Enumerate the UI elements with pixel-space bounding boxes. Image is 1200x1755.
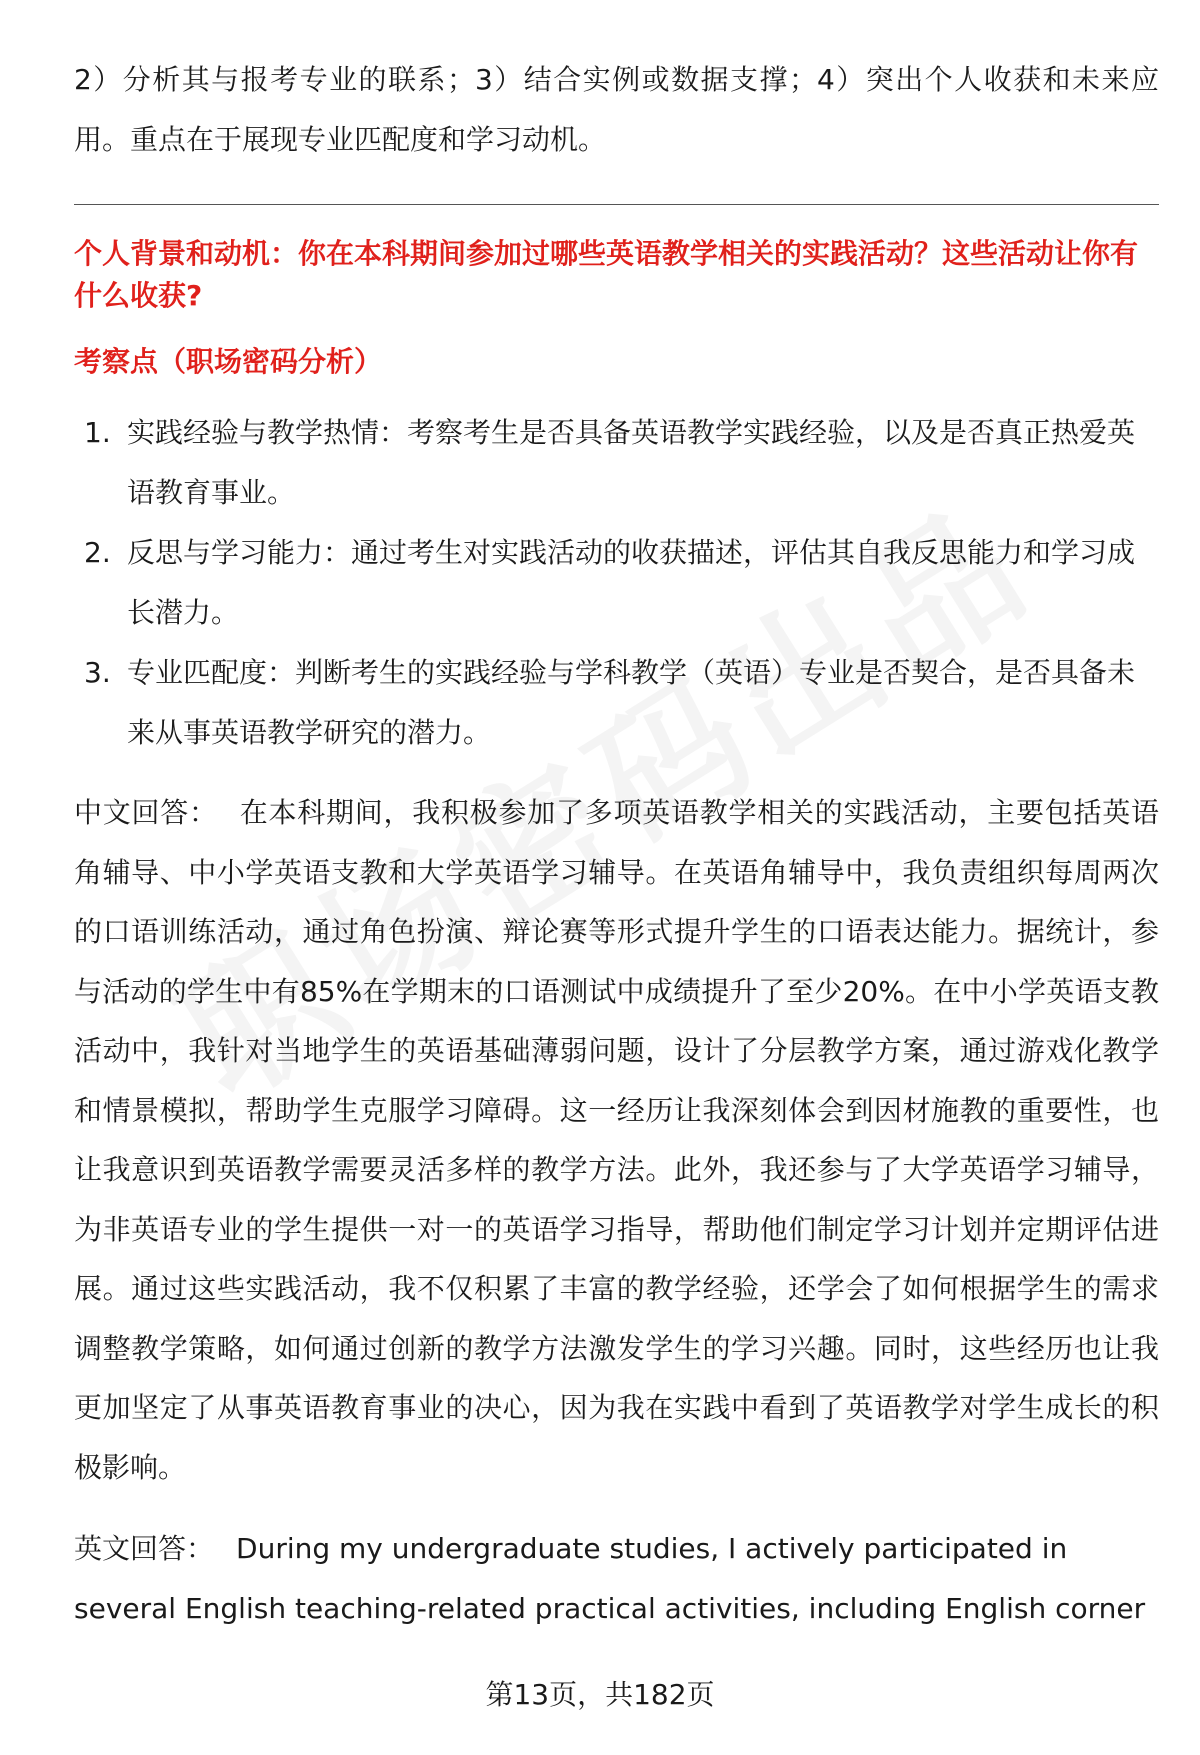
question-heading: 个人背景和动机：你在本科期间参加过哪些英语教学相关的实践活动？这些活动让你有什么收获?	[74, 237, 1139, 312]
english-answer-text: During my undergraduate studies, I actively participated in several English teaching-related practical activities, including English corner	[74, 1532, 1146, 1625]
chinese-answer-text: 在本科期间，我积极参加了多项英语教学相关的实践活动，主要包括英语角辅导、中小学英语支教和大学英语学习辅导。在英语角辅导中，我负责组织每周两次的口语训练活动，通过角色扮演、辩论赛等形式提升学生的口语表达能力。据统计，参与活动的学生中有85%在学期末的口语测试中成绩提升了至少20%。在中小学英语支教活动中，我针对当地学生的英语基础薄弱问题，设计了分层教学方案，通过游戏化教学和情景模拟，帮助学生克服学习障碍。这一经历让我深刻体会到因材施教的重要性，也让我意识到英语教学需要灵活多样的教学方法。此外，我还参与了大学英语学习辅导，为非英语专业的学生提供一对一的英语学习指导，帮助他们制定学习计划并定期评估进展。通过这些实践活动，我不仅积累了丰富的教学经验，还学会了如何根据学生的需求调整教学策略，如何通过创新的教学方法激发学生的学习兴趣。同时，这些经历也让我更加坚定了从事英语教育事业的决心，因为我在实践中看到了英语教学对学生成长的积极影响。	[74, 796, 1159, 1484]
english-answer-label: 英文回答：	[74, 1532, 215, 1565]
list-item	[74, 403, 1159, 523]
intro-paragraph: 2）分析其与报考专业的联系；3）结合实例或数据支撑；4）突出个人收获和未来应用。重点在于展现专业匹配度和学习动机。	[74, 63, 1159, 156]
list-item-number: 2.	[84, 536, 111, 569]
section-divider	[74, 204, 1159, 205]
chinese-answer-label: 中文回答：	[74, 796, 218, 829]
page-number-footer: 第13页，共182页	[485, 1678, 715, 1711]
list-item-number: 1.	[84, 416, 111, 449]
list-item-text: 专业匹配度：判断考生的实践经验与学科教学（英语）专业是否契合，是否具备未来从事英语教学研究的潜力。	[127, 656, 1136, 749]
chinese-answer	[74, 783, 1159, 1497]
list-item	[74, 523, 1159, 643]
list-item-text: 反思与学习能力：通过考生对实践活动的收获描述，评估其自我反思能力和学习成长潜力。	[127, 536, 1136, 629]
list-item-text: 实践经验与教学热情：考察考生是否具备英语教学实践经验，以及是否真正热爱英语教育事业。	[127, 416, 1136, 509]
english-answer	[74, 1519, 1159, 1638]
list-item	[74, 643, 1159, 763]
evaluation-points-list	[74, 403, 1159, 763]
document-page	[74, 50, 1159, 1638]
list-item-number: 3.	[84, 656, 111, 689]
section-title: 考察点（职场密码分析）	[74, 345, 383, 378]
